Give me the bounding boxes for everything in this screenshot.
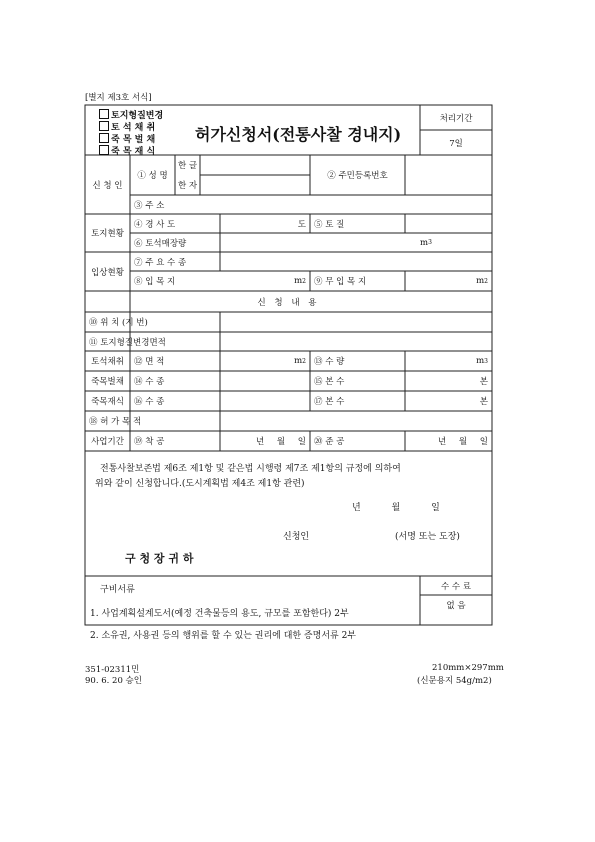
stocked-label: ⑧ 입 목 지 (134, 277, 176, 287)
name-hangul-field[interactable] (200, 155, 310, 175)
planting-count-field[interactable]: 본 (479, 397, 488, 407)
start-date-field[interactable]: 년 월 일 (255, 437, 306, 447)
slope-field[interactable]: 도 (297, 219, 306, 230)
statement-line-1: 전통사찰보존법 제6조 제1항 및 같은법 시행령 제7조 제1항의 규정에 의하여 (100, 464, 401, 474)
quarry-area-label: ⑫ 면 적 (134, 357, 165, 367)
period-value: 7일 (449, 138, 463, 149)
quarry-qty-field[interactable]: m 3 (476, 356, 488, 366)
unstocked-label: ⑨ 무 입 목 지 (314, 277, 367, 287)
location-field[interactable] (220, 312, 492, 332)
cutting-count-label: ⑮ 본 수 (314, 377, 345, 387)
group-period: 사업기간 (91, 437, 124, 447)
quarry-area-field[interactable]: m 2 (294, 356, 306, 366)
soil-field[interactable] (405, 214, 492, 233)
document-item-1: 1. 사업계획설계도서(예정 건축물등의 용도, 규모를 포함한다) 2부 (90, 609, 349, 619)
applicant-sign-label: 신청인 (283, 532, 310, 542)
checkbox-icon (99, 109, 109, 119)
fee-label: 수 수 료 (440, 581, 472, 592)
check-planting[interactable]: 죽 목 재 식 (99, 145, 163, 157)
address-label: ③ 주 소 (134, 200, 165, 211)
species-label: ⑦ 주 요 수 종 (134, 257, 187, 268)
statement-line-2: 위와 같이 신청합니다.(도시계획법 제4조 제1항 관련) (95, 479, 305, 489)
end-date-field[interactable]: 년 월 일 (437, 437, 488, 447)
statement-date: 년 월 일 (352, 503, 440, 513)
address-field[interactable] (220, 195, 492, 214)
planting-species-field[interactable] (220, 391, 310, 411)
soil-label: ⑤ 토 질 (314, 219, 345, 230)
checkbox-icon (99, 145, 109, 155)
cutting-count-field[interactable]: 본 (479, 377, 488, 387)
planting-species-label: ⑯ 수 종 (134, 397, 165, 407)
paper-type: (신문용지 54g/m2) (417, 676, 492, 686)
form-code: 351-02311민 (85, 665, 140, 675)
stocked-field[interactable]: m 2 (294, 276, 306, 286)
group-forest: 입상현황 (91, 267, 124, 278)
check-land-change[interactable]: 토지형질변경 (99, 109, 163, 121)
checkbox-icon (99, 133, 109, 143)
form-title: 허가신청서(전통사찰 경내지) (195, 125, 402, 144)
group-planting: 죽목재식 (91, 397, 124, 407)
documents-header: 구비서류 (100, 585, 135, 595)
check-quarry[interactable]: 토 석 채 취 (99, 121, 163, 133)
check-cutting[interactable]: 죽 목 벌 채 (99, 133, 163, 145)
resident-no-label: ② 주민등록번호 (327, 171, 388, 181)
deposit-label: ⑥ 토석매장량 (134, 238, 187, 249)
unstocked-field[interactable]: m 2 (476, 276, 488, 286)
change-area-field[interactable] (220, 332, 492, 351)
end-label: ⑳ 준 공 (314, 437, 345, 447)
name-hanja-field[interactable] (200, 175, 310, 195)
change-area-label: ⑪ 토지형질변경면적 (89, 337, 166, 348)
hangul-label: 한 글 (177, 161, 198, 171)
name-label: ① 성 명 (137, 171, 168, 181)
slope-label: ④ 경 사 도 (134, 219, 176, 230)
document-item-2: 2. 소유권, 사용권 등의 행위를 할 수 있는 권리에 대한 증명서류 2부 (90, 631, 356, 641)
deposit-field[interactable]: m 3 (420, 237, 432, 248)
group-quarry: 토석채취 (91, 357, 124, 367)
hanja-label: 한 자 (177, 181, 198, 191)
group-applicant: 신 청 인 (92, 180, 123, 191)
location-label: ⑩ 위 치 (지 번) (89, 318, 148, 328)
group-cutting: 죽목벌채 (91, 377, 124, 387)
fee-value: 없 음 (446, 601, 466, 611)
quarry-qty-label: ⑬ 수 량 (314, 357, 345, 367)
purpose-label: ⑱ 허 가 목 적 (89, 417, 142, 427)
group-land: 토지현황 (91, 229, 124, 239)
cutting-species-field[interactable] (220, 371, 310, 391)
cutting-species-label: ⑭ 수 종 (134, 377, 165, 387)
sign-or-seal: (서명 또는 도장) (395, 532, 460, 542)
addressee: 구 청 장 귀 하 (125, 552, 194, 565)
resident-no-field[interactable] (405, 155, 492, 195)
content-header: 신 청 내 용 (257, 297, 320, 308)
approval-date: 90. 6. 20 승인 (85, 676, 142, 686)
planting-count-label: ⑰ 본 수 (314, 397, 345, 407)
paper-size: 210mm×297mm (432, 663, 504, 673)
start-label: ⑲ 착 공 (134, 437, 165, 447)
period-label: 처리기간 (439, 113, 473, 124)
purpose-field[interactable] (220, 411, 492, 431)
form-number: [별지 제3호 서식] (85, 93, 152, 103)
species-field[interactable] (220, 252, 492, 271)
permit-type-checklist (99, 109, 163, 157)
checkbox-icon (99, 121, 109, 131)
